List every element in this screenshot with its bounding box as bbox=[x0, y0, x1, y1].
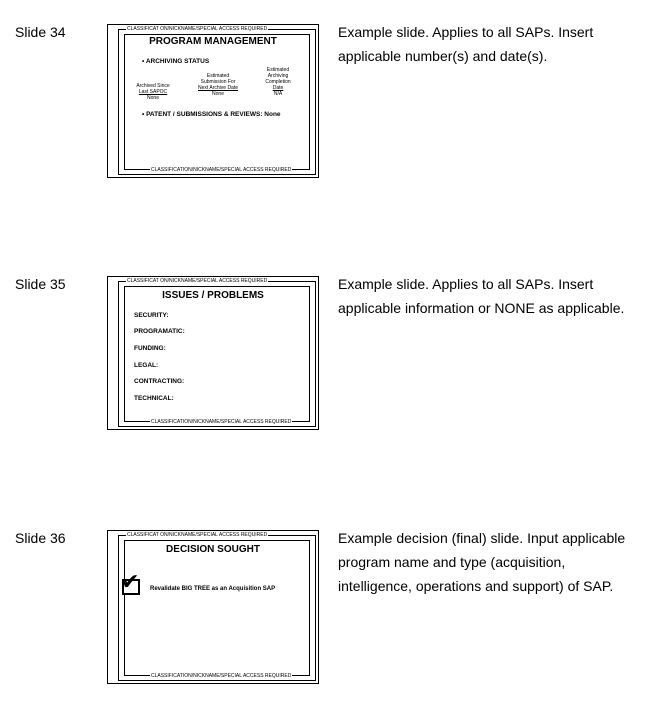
patent-line: • PATENT / SUBMISSIONS & REVIEWS: None bbox=[142, 111, 281, 118]
slide-36-thumbnail bbox=[107, 530, 319, 684]
issue-item: SECURITY: bbox=[134, 312, 169, 319]
classification-footer: CLASSIFICATION/NICKNAME/SPECIAL ACCESS REQUIRED bbox=[151, 419, 292, 425]
classification-header: CLASSIFICAT ON/NICKNAME/SPECIAL ACCESS REQUIRED bbox=[127, 26, 268, 32]
classification-footer: CLASSIFICATION/NICKNAME/SPECIAL ACCESS REQUIRED bbox=[151, 673, 292, 679]
decision-text: Revalidate BIG TREE as an Acquisition SAP bbox=[150, 586, 276, 592]
issue-item: LEGAL: bbox=[134, 362, 159, 369]
checkmark-icon: ✔ bbox=[121, 569, 140, 594]
slide-title: DECISION SOUGHT bbox=[166, 544, 260, 555]
slide-frame-inner bbox=[124, 540, 310, 676]
slide-36-note: Example decision (final) slide. Input applicable program name and type (acquisition, intelligence, operations and support) of SAP. bbox=[338, 530, 626, 594]
slide-35-thumbnail bbox=[107, 276, 319, 430]
classification-header: CLASSIFICAT ON/NICKNAME/SPECIAL ACCESS REQUIRED bbox=[127, 532, 268, 538]
issue-item: TECHNICAL: bbox=[134, 395, 174, 402]
col-archived-since: Archived Since Last SAPOC None bbox=[136, 83, 170, 101]
slide-35-label: Slide 35 bbox=[15, 276, 66, 292]
issue-item: CONTRACTING: bbox=[134, 378, 185, 385]
slide-34-label: Slide 34 bbox=[15, 24, 66, 40]
slide-34-note: Example slide. Applies to all SAPs. Insert applicable number(s) and date(s). bbox=[338, 24, 594, 64]
slide-35-note: Example slide. Applies to all SAPs. Insert applicable information or NONE as applicable. bbox=[338, 276, 625, 316]
slide-title: PROGRAM MANAGEMENT bbox=[149, 36, 277, 47]
classification-header: CLASSIFICAT ON/NICKNAME/SPECIAL ACCESS REQUIRED bbox=[127, 278, 268, 284]
slide-34-thumbnail bbox=[107, 24, 319, 178]
col-estimated-submission: Estimated Submission For Next Archive Date None bbox=[197, 73, 239, 97]
slide-title: ISSUES / PROBLEMS bbox=[162, 290, 264, 301]
issue-item: PROGRAMATIC: bbox=[134, 328, 185, 335]
col-archiving-completion: Estimated Archiving Completion Date N/A bbox=[265, 67, 291, 97]
slide-frame-inner bbox=[124, 34, 310, 170]
slide-36-label: Slide 36 bbox=[15, 530, 66, 546]
classification-footer: CLASSIFICATION/NICKNAME/SPECIAL ACCESS REQUIRED bbox=[151, 167, 292, 173]
archiving-heading: • ARCHIVING STATUS bbox=[142, 58, 210, 65]
issue-item: FUNDING: bbox=[134, 345, 166, 352]
